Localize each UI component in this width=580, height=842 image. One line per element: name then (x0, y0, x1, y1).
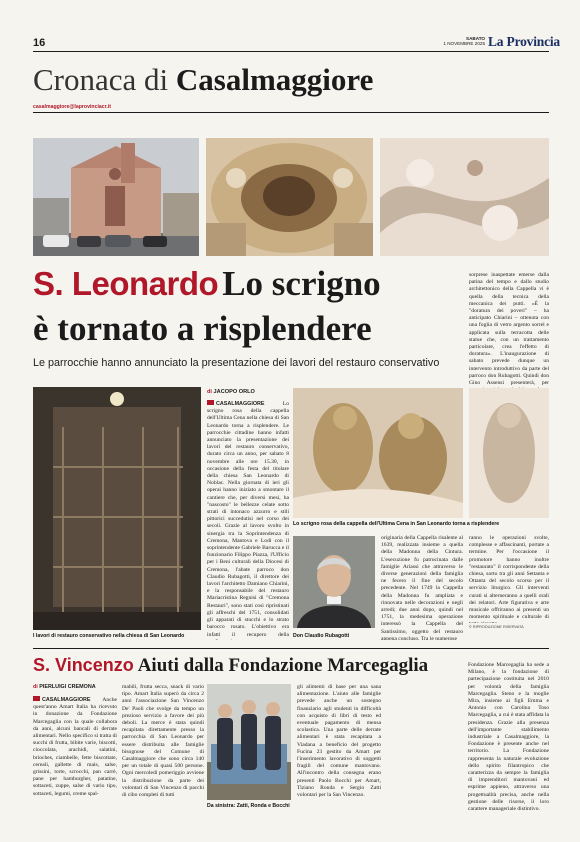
article1-column3-text: ranno le operazioni svolte, complesse e affascinanti, portate a termine. Per l'occasione il promotore hanno inoltre "restaurato" il corrispondente della chiesa, sorto tra gli anni Settanta e Ottanta del secolo scorso per il servizio liturgico. Gli interventi curati si alterneranno a quelli orali dei relatori. Arte figurativa e arte musicale offriranno ai presenti un momento spirituale e culturale di (469, 535, 549, 621)
article2-column3-text: gli alimenti di base per una sana alimentazione. L'aiuto alle famiglie prevede anche un sostegno finanziario agli studenti in difficoltà con acquisto di libri di testo ed eventuale pagamento di mensa scolastica. Una parte delle derrate alimentari è stata recapitata a Viadana a beneficio del progetto Fucina 23 gestito da Amart per l'inserimento lavorativo di soggetti fragili del comune mantovano. All'incontro della consegna erano presenti Paolo Bocchi per Amart, Tiziano Ronda e Sergio Zatti volontari per la San Vincenzo. (297, 684, 381, 799)
photo-church-facade (33, 138, 199, 256)
article1-headline-line2: è tornato a risplendere (33, 309, 372, 348)
article1-column1-text: Lo scrigno rosa della cappella dell'Ultima Cena nella chiesa di San Leonardo torna a risplendere. Le parrocchie cittadine hanno infatti annunciato la presentazione dei lavori del restauro conservativo, durato circa un anno, per sabato 8 novembre alle ore 15.30, in occasione della festa del titolare della chiesa San Leonardo di Noblac. Nella giornata di ieri gli operai hanno iniziato a smontare il cantiere che, per diversi mesi, ha "nascosto" le bellezze celate sotto strati di intonaco azzurro e stili pittorici succedutisi nel corso dei secoli. Grazie al lavoro svolto in sinergia tra la Soprintendenza di Cremona, Mantova e Lodi con il soprintendente Gabriele Barucca e il funzionario Filippo Piazza, l'Ufficio per i Beni culturali della Diocesi di Cremona, l'abate parroco don Claudio Rubagotti, il direttore dei lavori l'architetto Damiano Chiarini, e la responsabile del restauro Mariacristina Regnisi di "Cremona Restauri", sono stati così ripristinati gli affreschi del 1751, consolidati gli apparati di stucchi e lo strato barocco rosato. L'obiettivo era infatti il recupero della (207, 401, 289, 638)
photo-chapel-ceiling (206, 138, 373, 256)
article2-column4-text: Fondazione Marcegaglia ha sede a Milano, è la fondazione di partecipazione costituita nel 2010 per volontà della famiglia Marcegaglia. Steno e la moglie Mira, insieme ai figli Emma e Antonio con Carolina Toso Marcegaglia, a cui è stata affidata la presidenza. Grazie alla presenza dell'importante stabilimento industriale a Casalmaggiore, la Fondazione è presente anche nel territorio. La Fondazione rappresenta la naturale evoluzione dello spirito filantropico che caratterizza da sempre la famiglia di imprenditori mantovani ed esprime appieno, attraverso una progettualità precisa, anche nella gestione delle risorse, il loro carattere manageriale distintivo. (468, 662, 549, 813)
article1-headline (33, 265, 463, 348)
section-title-bold: Casalmaggiore (175, 62, 374, 97)
issue-date (419, 36, 485, 47)
section-title-light: Cronaca di (33, 62, 169, 97)
masthead-logo: La Provincia (488, 34, 560, 49)
article2-column1 (33, 696, 117, 824)
issue-day: SABATO (466, 36, 485, 41)
article2-column4 (468, 662, 549, 824)
section-rule (33, 112, 549, 113)
article2-byline-name: PIERLUIGI CREMONA (39, 684, 96, 690)
article1-column2-text: originaria della Cappella risalente al 1639, realizzata insieme a quella della Madonna della Cintura. L'esecuzione fu patrocinata dalle famiglie Ariassi che attraverso le diverse generazioni della famiglia ne fecero il fine del secolo precedente. Nel 1749 la Cappella della Madonna fu ampliata e rinnovata nelle decorazioni e negli arredi; due anni dopo, quindi nel 1751, la medesima operazione interessò la Cappella del Santissimo, oggetto del restauro appena concluso. Tra le numerose (381, 535, 463, 640)
article-divider (33, 648, 549, 649)
article2-kicker: S. Vincenzo (33, 655, 134, 675)
article2-headline (33, 654, 428, 678)
caption-volunteers: Da sinistra: Zatti, Ronda e Bocchi (207, 803, 290, 809)
article1-byline: di JACOPO ORLO (207, 389, 255, 395)
photo-gilded-putti (293, 388, 463, 518)
section-email[interactable]: casalmaggiore@laprovinciacr.it (33, 104, 112, 110)
article2-column1-text: Anche quest'anno Amart Italia ha ricevuto in donazione da Fondazione Marcegaglia con la quale collabora da anni, alcuni bancali di derrate alimentari. Nello specifico si tratta di succhi di frutta, bibite varie, biscotti, cioccolata, arachidi, salatini, brioches, ciambelle, fette biscottate, cereali, gallette di mais, salse, grissini, torte, scrocchi, pan carrè, pane per hamburgher, patatine, sottaceti, zuppe, salse di vario tipo, sottaceti, legumi, creme spal- (33, 697, 117, 797)
article2-dateline: CASALMAGGIORE (42, 697, 91, 703)
article1-column4-text: sorprese inaspettate emerse dalla patina del tempo e dallo studio architettonico della Cappella vi è quella della tecnica della meccanica dei putti. «È la "doratura dei poveri" – ha anticipato Chiarini – ottenuta con una foglia di vetro argento sorrel e applicata sulla terracotta delle statue che, con un trattamento particolare, crea l'effetto di doratura». L'inaugurazione di sabato prevede dunque un intervento introduttivo da parte del parroco don Rubagotti. Quindi don Gino Assensi presenterà, per (469, 272, 549, 387)
article1-kicker: S. Leonardo (33, 265, 219, 302)
article2-headline-text: Aiuti dalla Fondazione Marcegaglia (137, 655, 429, 676)
photo-don-claudio-rubagotti (293, 536, 375, 628)
caption-restoration-interior: I lavori di restauro conservativo nella chiesa di San Leonardo (33, 633, 185, 639)
article2-column2-text: mabili, frutta secca, snack di vario tipo. Amart Italia superò da circa 2 anni l'associazione San Vincenzo De' Paoli che svolge da tempo un prezioso servizio a favore dei più deboli. La merce è stata quindi recapitata direttamente presso la parrocchia di San Leonardo per essere distribuita alle famiglie bisognose del Comune di Casalmaggiore che sono circa 140 per un totale di quasi 500 persone. Ogni mercoledì pomeriggio avviene la distribuzione da parte dei volontari di San Vincenzo di pacchi di cibo completi di tutti (122, 684, 204, 799)
section-title (33, 62, 373, 98)
caption-portrait: Don Claudio Rubagotti (293, 633, 350, 639)
header-rule (33, 51, 549, 52)
article1-column2 (381, 535, 463, 640)
page-number: 16 (33, 37, 46, 49)
photo-stucco-angel (469, 388, 549, 518)
article1-headline-line1: Lo scrigno (222, 264, 381, 303)
article1-dateline: CASALMAGGIORE (216, 401, 265, 407)
caption-gilded-putti: Lo scrigno rosa della cappella dell'Ultima Cena in San Leonardo torna a risplendere (293, 521, 500, 527)
photo-volunteers (207, 684, 291, 800)
article1-column1 (207, 400, 289, 640)
article2-byline: di PIERLUIGI CREMONA (33, 684, 96, 690)
photo-restoration-interior (33, 387, 201, 630)
photo-stucco-detail (380, 138, 549, 256)
article2-column2 (122, 684, 204, 824)
article1-subhead: Le parrocchie hanno annunciato la presentazione dei lavori del restauro conservativo (33, 357, 440, 369)
article2-column3 (297, 684, 381, 824)
article1-copyright: © RIPRODUZIONE RISERVATA (469, 625, 524, 629)
issue-full-date: 1 NOVEMBRE 2025 (443, 41, 485, 47)
article1-byline-name: JACOPO ORLO (213, 389, 255, 395)
article1-column3 (469, 535, 549, 623)
